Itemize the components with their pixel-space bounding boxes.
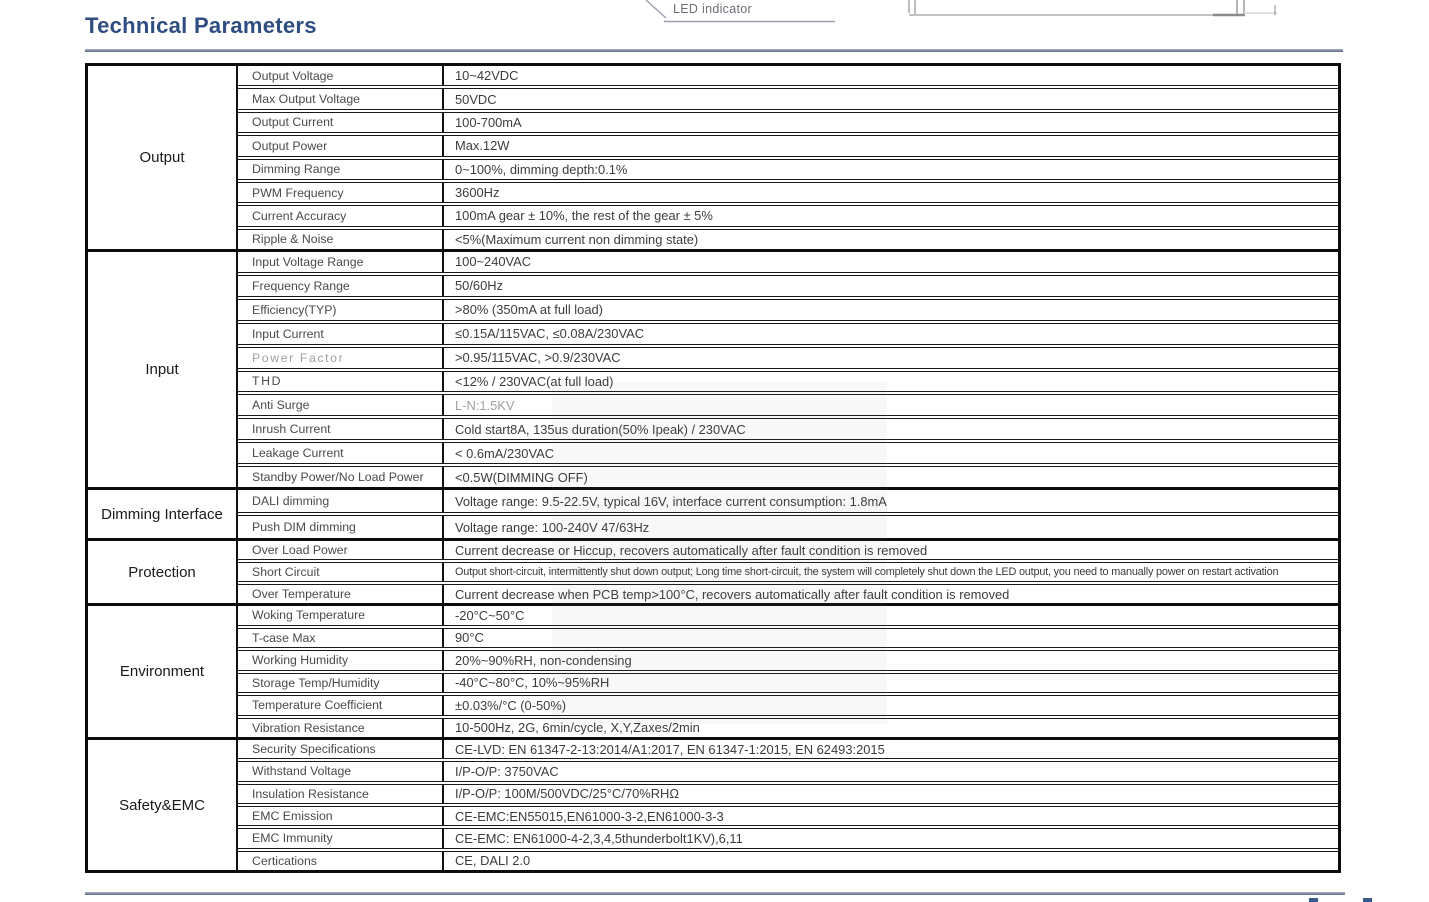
table-row <box>238 205 1338 226</box>
param-name: Frequency Range <box>238 276 444 296</box>
param-name: DALI dimming <box>238 490 444 512</box>
header-divider <box>85 49 1343 52</box>
param-value: ±0.03%/°C (0-50%) <box>455 697 567 713</box>
param-name: Over Temperature <box>238 585 444 603</box>
param-name: Dimming Range <box>238 160 444 179</box>
param-value: 100mA gear ± 10%, the rest of the gear ± 5% <box>455 208 713 224</box>
table-row <box>238 784 1338 804</box>
param-value: >80% (350mA at full load) <box>455 302 603 318</box>
section-label: Input <box>88 252 238 487</box>
page-title: Technical Parameters <box>85 13 317 38</box>
param-name: Current Accuracy <box>238 206 444 225</box>
param-name: T-case Max <box>238 629 444 648</box>
param-name: Withstand Voltage <box>238 762 444 780</box>
table-row <box>238 275 1338 297</box>
param-value: 100~240VAC <box>455 254 532 270</box>
table-row <box>238 828 1338 848</box>
section-label: Output <box>88 66 238 249</box>
param-name: Input Voltage Range <box>238 252 444 272</box>
table-row <box>238 541 1338 560</box>
section-rows <box>238 490 1338 538</box>
param-name: EMC Immunity <box>238 829 444 847</box>
table-row <box>238 673 1338 694</box>
table-row <box>238 606 1338 626</box>
table-row <box>238 112 1338 133</box>
param-name: Power Factor <box>238 348 444 368</box>
table-row <box>238 584 1338 603</box>
spec-table <box>85 63 1341 873</box>
param-value: L-N:1.5KV <box>455 397 515 413</box>
param-name: Insulation Resistance <box>238 785 444 803</box>
table-row <box>238 650 1338 671</box>
table-row <box>238 88 1338 109</box>
param-value: 100-700mA <box>455 114 522 130</box>
param-name: Ripple & Noise <box>238 230 444 249</box>
param-name: Leakage Current <box>238 443 444 463</box>
param-name: Anti Surge <box>238 395 444 415</box>
param-name: Max Output Voltage <box>238 89 444 108</box>
section-rows <box>238 66 1338 249</box>
section-dimming-interface <box>88 487 1338 538</box>
param-value: 0~100%, dimming depth:0.1% <box>455 161 628 177</box>
param-value: CE-LVD: EN 61347-2-13:2014/A1:2017, EN 61347-1:2015, EN 62493:2015 <box>455 741 885 757</box>
table-row <box>238 66 1338 86</box>
table-row <box>238 695 1338 716</box>
section-label: Safety&EMC <box>88 740 238 870</box>
footer-divider <box>85 892 1345 895</box>
param-value: <5%(Maximum current non dimming state) <box>455 231 699 247</box>
param-value: Current decrease or Hiccup, recovers automatically after fault condition is removed <box>455 542 928 558</box>
footer-text-fragment <box>1363 898 1372 902</box>
param-name: Output Voltage <box>238 66 444 85</box>
param-value: Voltage range: 9.5-22.5V, typical 16V, interface current consumption: 1.8mA <box>455 493 887 509</box>
section-label: Protection <box>88 541 238 603</box>
param-value: CE-EMC: EN61000-4-2,3,4,5thunderbolt1KV),6,11 <box>455 830 743 846</box>
table-row <box>238 418 1338 440</box>
param-value: CE-EMC:EN55015,EN61000-3-2,EN61000-3-3 <box>455 808 724 824</box>
param-name: Short Circuit <box>238 563 444 581</box>
table-row <box>238 135 1338 156</box>
param-value: Output short-circuit, intermittently shut down output; Long time short-circuit, the system will completely shut down the LED output, you need to manually power on restart activation <box>455 566 1279 578</box>
table-row <box>238 371 1338 393</box>
section-rows <box>238 541 1338 603</box>
table-row <box>238 229 1338 249</box>
table-row <box>238 182 1338 203</box>
footer-text-fragment <box>1309 898 1318 902</box>
table-row <box>238 761 1338 781</box>
table-row <box>238 718 1338 738</box>
section-label: Environment <box>88 606 238 737</box>
param-value: Cold start8A, 135us duration(50% Ipeak) / 230VAC <box>455 421 746 437</box>
param-value: 20%~90%RH, non-condensing <box>455 652 632 668</box>
param-value: CE, DALI 2.0 <box>455 853 531 869</box>
table-row <box>238 851 1338 870</box>
section-label: Dimming Interface <box>88 490 238 538</box>
param-name: Over Load Power <box>238 541 444 559</box>
section-output <box>88 66 1338 249</box>
param-value: < 0.6mA/230VAC <box>455 445 555 461</box>
table-row <box>238 466 1338 487</box>
param-value: <12% / 230VAC(at full load) <box>455 373 614 389</box>
table-row <box>238 562 1338 582</box>
param-value: 50/60Hz <box>455 278 504 294</box>
param-value: >0.95/115VAC, >0.9/230VAC <box>455 350 621 366</box>
param-value: -20°C~50°C <box>455 607 525 623</box>
section-rows <box>238 252 1338 487</box>
section-environment <box>88 603 1338 737</box>
section-protection <box>88 538 1338 603</box>
param-name: THD <box>238 372 444 392</box>
table-row <box>238 323 1338 345</box>
param-value: 10-500Hz, 2G, 6min/cycle, X,Y,Zaxes/2min <box>455 720 700 736</box>
param-value: I/P-O/P: 100M/500VDC/25°C/70%RHΩ <box>455 786 679 802</box>
param-value: Voltage range: 100-240V 47/63Hz <box>455 519 650 535</box>
table-row <box>238 442 1338 464</box>
param-value: 3600Hz <box>455 185 500 201</box>
param-name: Push DIM dimming <box>238 516 444 538</box>
param-name: Efficiency(TYP) <box>238 300 444 320</box>
param-value: 90°C <box>455 630 484 646</box>
param-name: Input Current <box>238 324 444 344</box>
section-rows <box>238 606 1338 737</box>
param-name: Inrush Current <box>238 419 444 439</box>
param-name: Certications <box>238 852 444 870</box>
param-value: I/P-O/P: 3750VAC <box>455 763 559 779</box>
param-name: Woking Temperature <box>238 606 444 625</box>
section-rows <box>238 740 1338 870</box>
table-row <box>238 159 1338 180</box>
param-name: Output Power <box>238 136 444 155</box>
param-name: Output Current <box>238 113 444 132</box>
table-row <box>238 806 1338 826</box>
param-value: -40°C~80°C, 10%~95%RH <box>455 675 610 691</box>
section-safety-emc <box>88 737 1338 870</box>
param-value: ≤0.15A/115VAC, ≤0.08A/230VAC <box>455 326 645 342</box>
param-name: PWM Frequency <box>238 183 444 202</box>
table-row <box>238 394 1338 416</box>
section-input <box>88 249 1338 487</box>
param-name: EMC Emission <box>238 807 444 825</box>
table-row <box>238 252 1338 273</box>
param-name: Storage Temp/Humidity <box>238 674 444 693</box>
table-row <box>238 299 1338 321</box>
param-value: 50VDC <box>455 91 497 107</box>
param-name: Standby Power/No Load Power <box>238 467 444 487</box>
param-value: Current decrease when PCB temp>100°C, recovers automatically after fault condition is removed <box>455 586 1010 602</box>
table-row <box>238 515 1338 538</box>
table-row <box>238 490 1338 513</box>
param-name: Vibration Resistance <box>238 719 444 738</box>
param-name: Temperature Coefficient <box>238 696 444 715</box>
param-name: Working Humidity <box>238 651 444 670</box>
led-indicator-label: LED indicator <box>673 2 752 16</box>
table-row <box>238 740 1338 759</box>
table-row <box>238 628 1338 649</box>
param-value: 10~42VDC <box>455 68 519 84</box>
param-value: <0.5W(DIMMING OFF) <box>455 469 588 485</box>
table-row <box>238 347 1338 369</box>
param-name: Security Specifications <box>238 740 444 758</box>
param-value: Max.12W <box>455 138 510 154</box>
